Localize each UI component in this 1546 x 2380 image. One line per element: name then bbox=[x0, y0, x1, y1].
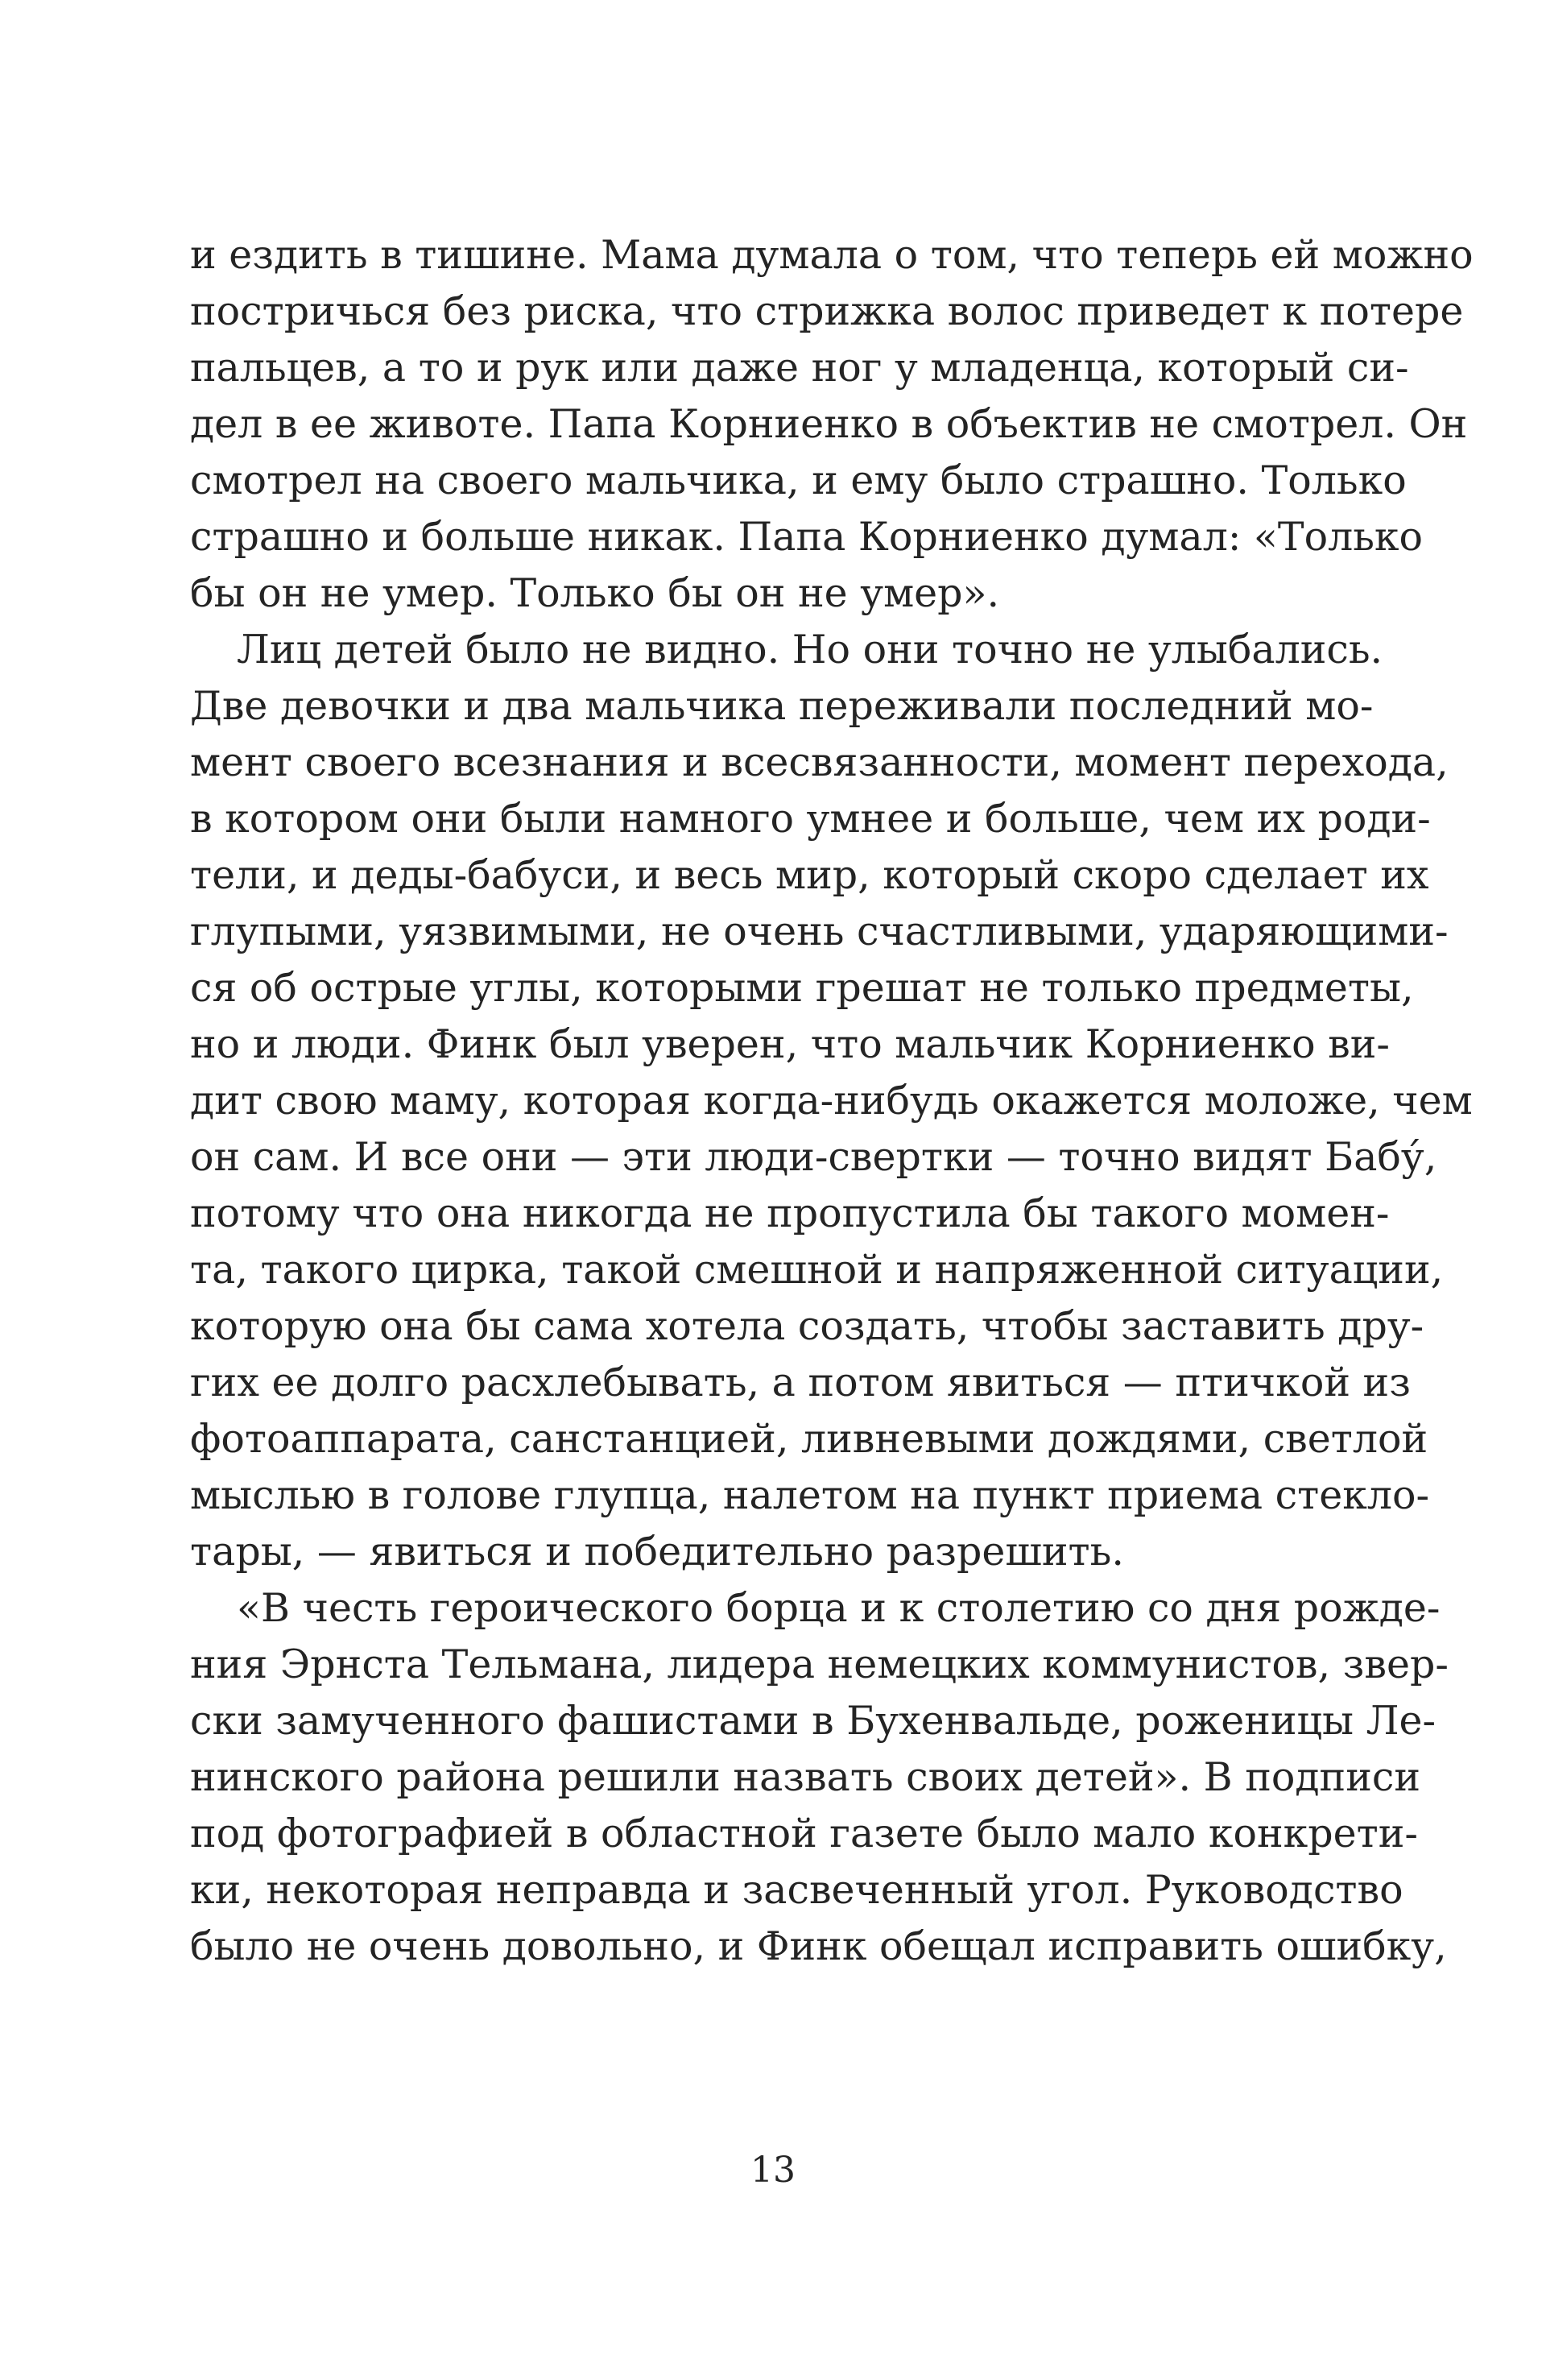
body-text bbox=[190, 227, 1474, 1975]
text-line: дит свою маму, которая когда-нибудь окажется моложе, чем bbox=[190, 1078, 1473, 1124]
text-line: ния Эрнста Тельмана, лидера немецких коммунистов, звер- bbox=[190, 1641, 1449, 1687]
text-line: тели, и деды-бабуси, и весь мир, который скоро сделает их bbox=[190, 852, 1429, 898]
text-line: смотрел на своего мальчика, и ему было страшно. Только bbox=[190, 457, 1407, 503]
text-line: постричься без риска, что стрижка волос приведет к потере bbox=[190, 288, 1464, 334]
text-line: ки, некоторая неправда и засвеченный угол. Руководство bbox=[190, 1867, 1403, 1913]
text-line: ся об острые углы, которыми грешат не только предметы, bbox=[190, 965, 1414, 1011]
text-line: мент своего всезнания и всесвязанности, момент перехода, bbox=[190, 739, 1449, 785]
text-line: в котором они были намного умнее и больше, чем их роди- bbox=[190, 796, 1431, 842]
text-line: мыслью в голове глупца, налетом на пункт приема стекло- bbox=[190, 1472, 1430, 1518]
text-line: тары, — явиться и победительно разрешить. bbox=[190, 1529, 1124, 1575]
text-line: Две девочки и два мальчика переживали последний мо- bbox=[190, 683, 1374, 729]
text-line: было не очень довольно, и Финк обещал исправить ошибку, bbox=[190, 1923, 1447, 1969]
text-line: он сам. И все они — эти люди-свертки — точно видят Бабу́, bbox=[190, 1134, 1437, 1180]
text-line: страшно и больше никак. Папа Корниенко думал: «Только bbox=[190, 514, 1424, 560]
text-line: Лиц детей было не видно. Но они точно не улыбались. bbox=[237, 627, 1383, 673]
text-line: фотоаппарата, санстанцией, ливневыми дождями, светлой bbox=[190, 1416, 1428, 1462]
text-line: гих ее долго расхлебывать, а потом явиться — птичкой из bbox=[190, 1360, 1411, 1405]
text-line: ски замученного фашистами в Бухенвальде, роженицы Ле- bbox=[190, 1698, 1436, 1744]
text-line: потому что она никогда не пропустила бы такого момен- bbox=[190, 1190, 1390, 1236]
text-line: но и люди. Финк был уверен, что мальчик Корниенко ви- bbox=[190, 1021, 1390, 1067]
page-number: 13 bbox=[750, 2150, 796, 2191]
text-line: нинского района решили назвать своих детей». В подписи bbox=[190, 1754, 1420, 1800]
text-line: бы он не умер. Только бы он не умер». bbox=[190, 570, 1000, 616]
text-line: та, такого цирка, такой смешной и напряженной ситуации, bbox=[190, 1247, 1444, 1293]
text-line: «В честь героического борца и к столетию со дня рожде- bbox=[237, 1585, 1441, 1631]
text-line: дел в ее животе. Папа Корниенко в объектив не смотрел. Он bbox=[190, 401, 1468, 447]
text-line: глупыми, уязвимыми, не очень счастливыми, ударяющими- bbox=[190, 909, 1449, 954]
text-line: которую она бы сама хотела создать, чтобы заставить дру- bbox=[190, 1303, 1424, 1349]
text-line: под фотографией в областной газете было мало конкрети- bbox=[190, 1811, 1418, 1856]
text-line: пальцев, а то и рук или даже ног у младенца, который си- bbox=[190, 345, 1409, 391]
text-line: и ездить в тишине. Мама думала о том, что теперь ей можно bbox=[190, 232, 1474, 278]
